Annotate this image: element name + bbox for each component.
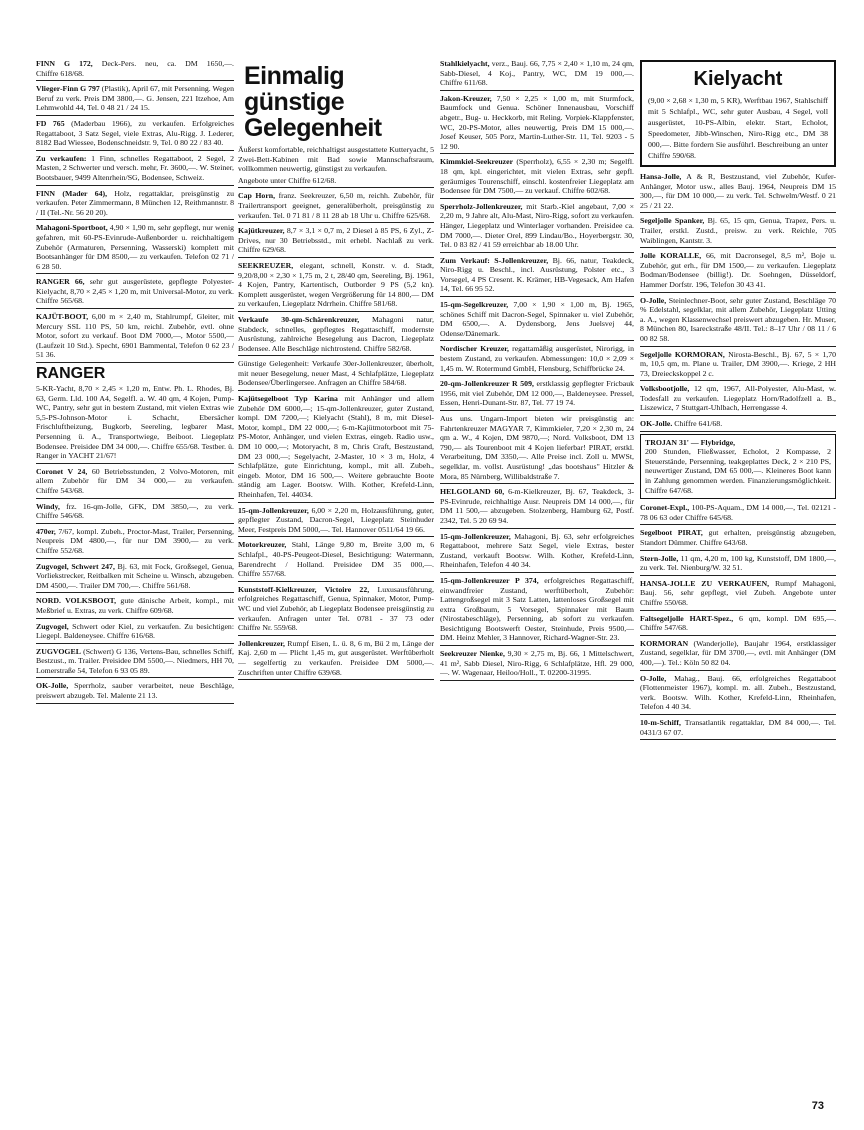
- ad-headline: 15-qm-Jollenkreuzer,: [440, 531, 511, 541]
- ad-text: erstklassig gepflegter Fricbauk 1956, mit viel Zubehör, DM 12 000,—, Baldeneysee. Pressel, Essen, Henri-Dunant-Str. 87, Tel. 77 19 74.: [440, 379, 634, 408]
- ad-headline: Nordischer Kreuzer,: [440, 344, 509, 354]
- classified-ad: [36, 58, 234, 81]
- ad-cipher: Chiffre 645/68.: [685, 512, 733, 522]
- ad-text: Nirosta-Beschl., Bj. 67, 5 × 1,70 m, 10,5 qm, m. Plane u. Trailer, DM 3900,—. Kriege, 2 HH 73, Dreieckskoppel 2 c.: [640, 349, 836, 378]
- classified-ad: [238, 225, 434, 258]
- classified-ad: [640, 638, 836, 671]
- ad-text: elegant, schnell, Konstr. v. d. Stadt, 9,20/8,00 × 2,30 × 1,75 m, 2 t, 28/40 qm, Seereling, Bj. 1961, 4 Kojen, Pantry, Kartentisch, Outborder 9 PS (5,2 kn). Komplett ausgerüstet, wegen Vergrößerung für 14 800,— DM zu verkaufen, Liegeplatz Ndrrhein.: [238, 260, 434, 309]
- trojan-ad: [640, 434, 836, 500]
- ad-headline: FINN (Mader 64),: [36, 188, 108, 198]
- classified-ad: [440, 413, 634, 484]
- ads-group: [640, 171, 836, 432]
- ad-headline: Volksbootjolle,: [640, 384, 690, 394]
- ad-cipher: Chiffre 643/68.: [699, 538, 748, 547]
- classified-ad: [36, 466, 234, 499]
- ad-headline: FINN G 172,: [36, 59, 93, 68]
- ad-text: Stahl, Länge 9,80 m, Breite 3,00 m, 6 Schlafpl., 40-PS-Peugeot-Diesel, Besichtigung: Watermann, Barendrecht / Holland. Preisidee DM 35 000,—.: [238, 540, 434, 569]
- ad-cipher: Chiffre 625/68.: [382, 210, 431, 220]
- ad-headline: Kunststoff-Kielkreuzer, Victoire 22,: [238, 584, 370, 594]
- ad-headline: Hansa-Jolle,: [640, 172, 682, 181]
- ad-headline: OK-Jolle,: [36, 681, 69, 691]
- classified-ad: [440, 575, 634, 646]
- classified-ad: [440, 648, 634, 681]
- ad-text: 6,00 × 2,20 m, Holzausführung, guter, gepflegter Zustand, Dacron-Segel, Liegeplatz Steinhuder Meer, Festpreis DM 5000,—. Tel. Hannover 0511/64 19 66.: [238, 505, 434, 534]
- classified-ad: [640, 613, 836, 636]
- ad-headline: Faltsegeljolle HART-Spez.,: [640, 613, 734, 623]
- ad-headline: FD 765: [36, 118, 65, 128]
- ad-headline: Kajütsegelboot Typ Karina: [238, 394, 338, 404]
- classified-ad: [640, 578, 836, 611]
- ad-text: 9,30 × 2,75 m, Bj. 66, 1 Mittelschwert, 41 m², Sabb Diesel, Niro-Rigg, 6 Schlafplätze, Hfl. 29 000,—. W. Wagenaar, Heiloo/Holl., T. 02200-31995.: [440, 649, 634, 678]
- ad-headline: Cap Horn,: [238, 191, 276, 201]
- classified-ad: [440, 486, 634, 528]
- column-2: [238, 58, 434, 1110]
- ad-headline: Jolle KORALLE,: [640, 251, 702, 261]
- trojan-body: 200 Stunden, Fließwasser, Echolot, 2 Kompasse, 2 Steuerstände, Persenning, teakgeplattes Deck, 2 × 210 PS, neuwertiger Zustand, DM 65 000,—. Kleineres Boot kann in Zahlung genommen werden. Finanzierungsmöglichkeit.: [645, 447, 831, 486]
- ad-text: 8,7 × 3,1 × 0,7 m, 2 Diesel à 85 PS, 6 Zyl., Z-Drives, nur 30 Betriebsstd., mit erhebl. Nachlaß zu verk.: [238, 226, 434, 245]
- ad-text: Aus uns. Ungarn-Import bieten wir preisgünstig an: Fahrtenkreuzer MAGYAR 7, Kimmkieler, 7,20 × 2,30 m, 24 qm a. W., 4 Kojen, DM 9870,—; Nord. Volksboot, DM 13 790,— als Tourenboot mit 4 Kojen lieferbar! PIRAT, erstkl. Verarbeitung, DM 3350,—. Alle Preise incl. Zoll u. MWSt, segelklar, m. vollst. Ausrüstung! „das bootshaus" Hitzler & Mora, 85 Nürnberg, Willibaldstraße 7.: [440, 414, 634, 481]
- ad-headline: Sperrholz-Jollenkreuzer,: [440, 201, 523, 211]
- ad-cipher: Chiffre 561/68.: [142, 580, 191, 590]
- ad-headline: 470er,: [36, 526, 56, 536]
- ad-headline: 15-qm-Jollenkreuzer,: [238, 505, 309, 515]
- ad-headline: Seekreuzer Nienke,: [440, 649, 505, 659]
- ad-headline: Jollenkreuzer,: [238, 638, 285, 648]
- ad-text: 11 qm, 4,20 m, 100 kg, Kunststoff, DM 1800,—, zu verk. Tel. Nienburg/W. 32 51.: [640, 553, 836, 573]
- ad-headline: Coronet V 24,: [36, 466, 88, 476]
- ad-text: 7/67, kompl. Zubeh., Proctor-Mast, Trailer, Persenning, Neupreis DM 4800,—, für nur DM 3900,— zu verk.: [36, 526, 234, 546]
- classified-ad: [640, 502, 836, 525]
- classified-ad: [238, 358, 434, 391]
- ad-cipher: Chiffre 552/68.: [36, 545, 84, 555]
- ad-text: 6,00 m × 2,40 m, Stahlrumpf, Gleiter, mit Mercury SSL 110 PS, 50 km, reichl. Zubehör, evtl. ohne Motor, sofort zu verkauf. Boot DM 7000,—, Motor 5500,— (Laufzeit 10 Std.). Specht, 6901 Bammental, Telefon 0 62 23 / 51 36.: [36, 312, 234, 360]
- ad-text: 1 Finn, schnelles Regattaboot, 2 Segel, 2 Masten, 2 Schwerter und versch. mehr, Fr. 3600,—. W. Steiner, Bootsbauer, 9499 Altenrhein/SG, Bodensee, Schweiz.: [36, 153, 234, 182]
- classified-ad: [36, 276, 234, 309]
- classified-ad: [36, 595, 234, 618]
- classified-ad: [36, 118, 234, 151]
- classified-ad: [640, 717, 836, 740]
- ad-text: (Schwert) G 136, Vertens-Bau, schnelles Schiff, Bestzust., m. Trailer. Preisidee DM 5500,—. Niedmers, HH 70, Lomerstraße 54, Telefon 6 93 05 89.: [36, 646, 234, 675]
- ad-text: (Maderbau 1966), zu verkaufen. Erfolgreiches Regattaboot, 3 Satz Segel, viele Extras, Alu-Rigg. J. Lederer, 8182 Bad Wiessee, Bodenschneidstr. 9, Tel. 0 80 22 / 83 40.: [36, 118, 234, 148]
- ad-cipher: Chiffre 546/68.: [36, 511, 84, 521]
- ad-text: gute dänische Arbeit, kompl., mit Meßbrief u. Extras, zu verk.: [36, 596, 234, 615]
- ad-text: gut erhalten, preisgünstig abzugeben, Standort Dümmer.: [640, 528, 836, 547]
- ad-cipher: Chiffre 629/68.: [238, 245, 286, 255]
- trojan-text: [645, 447, 831, 495]
- classified-ad: [238, 393, 434, 503]
- classified-ad: [238, 190, 434, 223]
- ad-headline: Segelboot PIRAT,: [640, 528, 703, 538]
- ad-text: Luxusausführung, erfolgreiches Regattaschiff, Genua, Spinnaker, Motor, Pump-WC und viel Zubehör, ab Liegeplatz Bodensee preisgünstig zu verkaufen. Anfragen unter Tel. 0781 - 37 73 oder: [238, 584, 434, 623]
- ad-text: Rumpf Mahagoni, Bauj. 56, sehr gepflegt, viel Zubeh. Angebote unter: [640, 578, 836, 598]
- ads-group: [36, 58, 234, 363]
- feature-headline: [244, 63, 434, 141]
- classified-ad: [440, 299, 634, 341]
- column-1: [36, 58, 234, 1110]
- ad-text: Steinlechner-Boot, sehr guter Zustand, Beschläge 70 % Edelstahl, segelklar, mit allem Zubehör, Liegeplatz Utting a. A., wegen Klassenwechsel preiswert abzugeben. Hr. Muser, 8 München 80, Isareckstraße 48/II. Tel.: 8–17 Uhr / 08 11 / 6 00 82 58.: [640, 295, 836, 343]
- ad-text: franz. Seekreuzer, 6,50 m, reichh. Zubehör, für Trailertransport geeignet, generalüberholt, preisgünstig zu verkaufen. Tel. 0 71 81 / 8 11 28 ab 18 Uhr u.: [238, 191, 434, 220]
- ad-headline: Stahlkielyacht,: [440, 59, 490, 68]
- classified-ad: [640, 673, 836, 715]
- classified-ad: [238, 539, 434, 581]
- ad-text: 6 qm, kompl. DM 695,—.: [739, 613, 836, 623]
- ad-cipher: Chiffre 543/68.: [36, 485, 84, 495]
- ad-cipher: Chiffre 641/68.: [674, 419, 723, 429]
- ranger-ad: 5-KR-Yacht, 8,70 × 2,45 × 1,20 m, Entw. Ph. L. Rhodes, Bj. 63, Germ. Lld. 100 A4, Segelfl. a. W. 40 qm, 4 Kojen, Pump-WC, Pantry, sehr gut in bestem Zustand, mit vielen Extras wie 5,5-PS-Johnson-Motor i. Schacht, Ebersächer Frischluftheizung, Bugkorb, Seereling, legbarer Mast, Persenning ü. A., Transportwiege, Beiboot. Liegeplatz Bodensee. Preisidee DM 34 000,—. Chiffre 655/68. Testber. ü. Ranger in YACHT 21/67!: [36, 383, 234, 464]
- classified-ad: [440, 255, 634, 297]
- classified-ad: [640, 553, 836, 576]
- classified-ad: [36, 83, 234, 116]
- classified-ad: [36, 222, 234, 274]
- feature-cipher: Angebote unter Chiffre 612/68.: [238, 175, 337, 185]
- column-3: [440, 58, 634, 1110]
- classified-ad: [440, 156, 634, 198]
- classified-ad: [640, 215, 836, 248]
- ad-headline: 20-qm-Jollenkreuzer R 509,: [440, 379, 534, 389]
- ad-text: Bj. 65, 15 qm, Genua, Trapez, Pers. u. Trailer, erstkl. Zustd., preisw. zu verk. Reichle, 705 Waiblingen, Kantstr. 3.: [640, 216, 836, 245]
- ads-group: [640, 502, 836, 740]
- ad-text: 7,50 × 2,25 × 1,00 m, mit Sturmfock, Baumfock und Genua. Schöner Innenausbau, Vorschiff abgetr., Bug- u. Heckkorb, mit Reling. Vorpiek-Klappfenster, WC, 20-PS-Motor, alles neuwertig, Preis DM 15 000,—. Josef Keuser, 505 Porz, Martin-Luther-Str. 11, Tel. 9203 - 5 12 90.: [440, 93, 634, 151]
- classified-ad: [440, 93, 634, 155]
- headline-line: günstige: [244, 88, 345, 116]
- kielyacht-ad: [640, 60, 836, 167]
- ad-headline: Windy,: [36, 501, 60, 511]
- ad-cipher: Chiffre Nr. 559/68.: [238, 623, 298, 633]
- ad-headline: Zum Verkauf: S-Jollenkreuzer,: [440, 255, 549, 265]
- feature-ad: [238, 58, 434, 188]
- ad-text: Rumpf Eisen, L. ü. 8, 6 m, Bü 2 m, Länge der Kaj. 2,60 m — Plicht 1,45 m, gut ausgerüstet. Werftüberholt — segelfertig zu verkaufen. Preisidee DM 5000,—. Zuschriften unter Chiffre 639/68.: [238, 638, 434, 677]
- ad-headline: Motorkreuzer,: [238, 540, 287, 550]
- classified-ad: [640, 383, 836, 416]
- ad-text: 6-m-Kielkreuzer, Bj. 67, Teakdeck, 3-PS-Evinrude, reichhaltige Ausr. Neupreis DM 14 000,—, für DM 11 500,— abzugeben. Stolzenberg, Hamburg 62, Postf. 2342, Tel. 5 20 69 94.: [440, 487, 634, 525]
- ad-headline: Stern-Jolle,: [640, 553, 679, 563]
- ad-text: 66, mit Dacronsegel, 8,5 m², Boje u. Zubehör, gut erh., für DM 1500,— zu verkaufen. Liegeplatz Bodman/Bodensee (billig!). Dr. Soehngen, Düsseldorf, Hammer Dorfstr. 196, Telefon 30 43 41.: [640, 251, 836, 289]
- classified-ad: [640, 527, 836, 550]
- ad-cipher: Chiffre 557/68.: [238, 569, 286, 579]
- ad-text: 60 Betriebsstunden, 2 Volvo-Motoren, mit allem Zubehör für DM 34 000,— zu verkaufen.: [36, 466, 234, 486]
- ad-text: Holz, regattaklar, preisgünstig zu verkaufen. Peter Zimmermann, 8 München 12, Reithmannstr. 8 / II (Tel.-Nr. 56 20 20).: [36, 188, 234, 217]
- ad-text: 12 qm, 1967, All-Polyester, Alu-Mast, w. Todesfall zu verkaufen. Liegeplatz Horn/Radolfzell a. B., Liszewicz, 7 Stuttgart-Uhlbach, Herrengasse 4.: [640, 384, 836, 413]
- classified-ad: [440, 58, 634, 91]
- trojan-headline: TROJAN 31' — Flybridge,: [645, 437, 736, 447]
- classified-ad: [440, 343, 634, 376]
- ad-headline: KAJÜT-BOOT,: [36, 312, 89, 322]
- headline-line: Gelegenheit: [244, 114, 382, 142]
- classified-ad: [238, 505, 434, 538]
- ads-group: [238, 190, 434, 680]
- ad-text: sehr gut ausgerüstete, gepflegte Polyester-Kielyacht, 8,70 × 2,45 × 1,20 m, mit Universal-Motor, zu verk.: [36, 277, 234, 296]
- ad-headline: ZUGVOGEL: [36, 646, 81, 656]
- ad-headline: Segeljolle Spanker,: [640, 216, 705, 226]
- classified-ad: [36, 188, 234, 221]
- classified-ad: [36, 153, 234, 186]
- ad-text: Bj. 63, mit Fock, Großsegel, Genua, Vorliekstrecker, Reitbalken mit Scheine u. Winsch, abzugeben. DM 4500,—. Trailer DM 700,—.: [36, 561, 234, 590]
- ad-headline: Mahagoni-Sportboot,: [36, 223, 108, 233]
- kielyacht-title: Kielyacht: [693, 68, 783, 90]
- feature-text: Äußerst komfortable, reichhaltigst ausgestattete Kutteryacht, 5 Zwei-Bett-Kabinen mit Bad sowie Mannschaftsraum, vollkommen neuwertig, günstigst zu verkaufen.: [238, 145, 434, 174]
- ad-headline: Zu verkaufen:: [36, 153, 87, 163]
- ad-cipher: Chiffre 602/68.: [562, 186, 611, 196]
- ad-headline: Kimmkiel-Seekreuzer: [440, 157, 514, 167]
- ad-cipher: Chiffre 581/68.: [349, 299, 398, 309]
- ad-text: regattamäßig ausgerüstet, Nirorigg, in bestem Zustand, zu verkaufen. Abmessungen: 10,0 × 2,09 × 1,45 m. W. Rotermund GmbH, Flensburg, Schiffbrücke 24.: [440, 344, 634, 373]
- ad-text: Deck-Pers. neu, ca. DM 1650,—.: [101, 59, 234, 68]
- ad-text: Transatlantik regattaklar, DM 84 000,—. Tel. 0431/3 67 07.: [640, 717, 836, 737]
- ad-headline: Vlieger-Finn G 797: [36, 84, 100, 94]
- classified-ad: [36, 311, 234, 363]
- ranger-headline: RANGER: [36, 365, 106, 383]
- ad-headline: OK-Jolle.: [640, 419, 673, 429]
- ad-text: Günstige Gelegenheit: Verkaufe 30er-Jollenkreuzer, überholt, mit neuer Besegelung, neuer Mast, 4 Schlafplätze, Liegeplatz Bodensee/Überlingersee. Anfragen an: [238, 359, 434, 388]
- classified-ad: [36, 621, 234, 644]
- ad-headline: Segeljolle KORMORAN,: [640, 349, 725, 359]
- trojan-cipher: Chiffre 647/68.: [645, 485, 693, 495]
- headline-line: Einmalig: [244, 62, 345, 90]
- ad-text: Bj. 66, natur, Teakdeck, Niro-Rigg u. Beschl., incl. Ausrüstung, Polster etc., 3 Vorsegel, 4 PS Cresent. K. Krämer, HB-Vegesack, Am Hafen 14, Tel. 66 95 52.: [440, 255, 634, 294]
- classified-ad: [238, 260, 434, 312]
- classified-ad: [238, 314, 434, 356]
- ad-text: Sperrholz, sauber verarbeitet, neue Beschläge, preiswert abzugeb. Tel. Malente 21 13.: [36, 681, 234, 701]
- page-number: 73: [811, 1100, 824, 1112]
- ad-text: frz. 16-qm-Jolle, GFK, DM 3850,—, zu verk.: [66, 501, 234, 511]
- ad-text: Mahag., Bauj. 66, erfolgreiches Regattaboot (Flottenmeister 1967), kompl. m. all. Zubeh., Bestzustand, verk. Bootsw. Wilh. Kother, Krefeld-Linn, Rheinhafen, Telefon 4 40 34.: [640, 673, 836, 712]
- ad-cipher: Chiffre 565/68.: [36, 296, 84, 306]
- ad-headline: HANSA-JOLLE ZU VERKAUFEN,: [640, 578, 770, 588]
- ad-cipher: Chiffre 547/68.: [640, 623, 688, 633]
- ad-text: A & R, Bestzustand, viel Zubehör, Kufer-Anhänger, Motor usw., alles Bauj. 1964, Neupreis DM 15 300,—, für DM 10 000,— zu verk. Tel. Schwelm/Westf. 0 21 25 / 21 22.: [640, 172, 836, 210]
- classified-ad: [640, 349, 836, 382]
- ad-headline: KORMORAN: [640, 638, 689, 648]
- classified-ad: [640, 171, 836, 213]
- ad-headline: 15-qm-Jollenkreuzer P 374,: [440, 575, 539, 585]
- ad-text: mit Starb.-Kiel angebaut, 7,00 × 2,20 m, 9 Jahre alt, Alu-Mast, Niro-Rigg, sofort zu verkaufen. Hänger, Liegeplatz und Winterlager vorhanden. Preisidee ca. DM 7000,—. Dieter Orel, 899 Lindau/Bo., Hoyerbergstr. 30, Tel. 0 83 82 / 41 59 erreichbar ab 18.00 Uhr.: [440, 201, 634, 250]
- ad-text: 7,00 × 1,90 × 1,00 m, Bj. 1965, schönes Schiff mit Dacron-Segel, Spinnaker u. viel Zubehör, DM 6500,—. A. Dydensborg, Jens Juelsvej 44, Odense/Dänemark.: [440, 300, 634, 338]
- ad-text: 4,90 × 1,90 m, sehr gepflegt, nur wenig gefahren, mit 60-PS-Evinrude-Außenborder u. reichhaltigem Zubehör (Armaturen, Persenning, Wasserski) komplett mit Bootsanhänger für DM 8500,— zu verkaufen. Telefon 02 71 / 6 28 50.: [36, 223, 234, 271]
- ad-cipher: Chiffre 582/68.: [363, 343, 412, 353]
- ad-headline: O-Jolle,: [640, 295, 667, 305]
- classified-ad: [640, 250, 836, 292]
- classified-ad: [440, 378, 634, 411]
- ad-text: (Wanderjolle), Baujahr 1964, erstklassiger Zustand, segelklar, für DM 3700,—, evtl. mit Anhänger (DM 400,—). Tel.: Köln 50 82 04.: [640, 638, 836, 667]
- ad-text: mit Anhänger und allem Zubehör DM 6000,—; 15-qm-Jollenkreuzer, guter Zustand, kompl. DM 7200,—; Kielyacht (Stahl), 8 m, mit Diesel-Motor, kompl., DM 22 000,—; 6-m-Kajütmotorboot mit 75-PS-Motor, Anhänger, und vielen Extras, eingeb. Radio usw., DM 10 000,—; Motoryacht, 8 m, Chris Craft, Bestzustand, DM 23 000,—; Segelyacht, 2-Master, 10 × 3 m, Holz, 4 Schlafplätze, gute Einrichtung, kompl., mit all. Zubeh., eingeb. Motor, DM 16 500,—. Weitere gebrauchte Boote ständig am Lager. Bootsw. Wilh. Kother, Krefeld-Linn, Rheinhafen, Tel. 44034.: [238, 394, 434, 499]
- classified-ad: [640, 418, 836, 432]
- ad-headline: Jakon-Kreuzer,: [440, 93, 492, 103]
- kielyacht-text: (9,00 × 2,68 × 1,30 m, 5 KR), Werftbau 1967, Stahlschiff mit 5 Schlafpl., WC, sehr guter Ausbau, 4 Segel, voll ausgerüstet, 10-PS-Albin, elektr. Start, Echolot, Speedometer, Jibb-Winschen, Niro-Rigg etc., DM 38 000,—. Bitte fordern Sie ausführl. Beschreibung an unter Chiffre 590/68.: [648, 96, 828, 160]
- classified-ad: [36, 501, 234, 524]
- classified-ad: [36, 561, 234, 594]
- ad-text: verz., Bauj. 66, 7,75 × 2,40 × 1,10 m, 24 qm, Sabb-Diesel, 4 Koj., Pantry, WC, DM 19 000,—.: [440, 59, 634, 78]
- ad-text: Schwert oder Kiel, zu verkaufen. Zu besichtigen: Liegepl. Baldeneysee.: [36, 621, 234, 641]
- ad-headline: RANGER 66,: [36, 277, 85, 287]
- ad-text: Mahagoni, Bj. 63, sehr erfolgreiches Regattaboot, mehrere Satz Segel, viele Extras, bester Zustand, verkauft Bootsw. Wilh. Kother, Krefeld-Linn, Rheinhafen, Telefon 4 40 34.: [440, 531, 634, 570]
- ad-headline: Kajütkreuzer,: [238, 226, 285, 236]
- ad-headline: 15-qm-Segelkreuzer,: [440, 300, 509, 310]
- classified-ad: [640, 295, 836, 347]
- classified-ad: [238, 584, 434, 636]
- ad-text: Mahagoni natur, Stabdeck, schnelles, gepflegtes Regattaschiff, modernste Ausrüstung, zahlreiche Besegelung aus Dacron, Liegeplatz Bodensee. Alle Beschläge nichtrostend.: [238, 314, 434, 353]
- ad-headline: Zugvogel, Schwert 247,: [36, 561, 115, 571]
- ad-headline: Verkaufe 30-qm-Schärenkreuzer,: [238, 314, 360, 324]
- ad-text: (Sperrholz), 6,55 × 2,30 m; Segelfl. 18 qm, kpl. eingerichtet, mit vielen Extras, sehr gepfl. geräumiges Tourenschiff, einschl. kostenfreier Liegeplatz am Bodensee für DM 7500,— zu verkauf.: [440, 157, 634, 196]
- ad-cipher: Chiffre 611/68.: [440, 78, 488, 88]
- ad-cipher: Chiffre 616/68.: [107, 631, 155, 641]
- classified-ad: [36, 526, 234, 559]
- classified-ad: [36, 680, 234, 703]
- ad-cipher: Chiffre 618/68.: [36, 68, 84, 78]
- ad-headline: 10-m-Schiff,: [640, 717, 681, 727]
- ad-headline: O-Jolle,: [640, 673, 667, 683]
- ads-group: [36, 466, 234, 704]
- ad-headline: Zugvogel,: [36, 621, 69, 631]
- ad-cipher: Chiffre 584/68.: [358, 378, 407, 388]
- ad-cipher: Chiffre 609/68.: [125, 605, 174, 615]
- ad-headline: HELGOLAND 60,: [440, 487, 505, 497]
- classified-ad: [440, 531, 634, 573]
- classified-ad: [238, 638, 434, 680]
- classified-ad: [440, 201, 634, 253]
- ad-headline: NORD. VOLKSBOOT,: [36, 596, 117, 606]
- ads-group: [440, 58, 634, 681]
- ad-headline: SEEKREUZER,: [238, 260, 294, 270]
- ad-cipher: Chiffre 550/68.: [640, 597, 688, 607]
- classified-ad: [36, 646, 234, 679]
- ad-text: erfolgreiches Regattaschiff, einwandfreier Zustand, werftüberholt, Zubehör: Lattengroßsegel mit 3 Satz Latten, lattenloses Großsegel mit extra Großbaum, 5 Vorsegel, Spinnaker mit Baum (Nirostabeschläge), Persenning, ab sofort zu verkaufen. Besichtigung Bootswerft Oester, Steinhude, Preis 9500,— DM. Heinz Mehler, 3 Hannover, Richard-Wagner-Str. 23.: [440, 575, 634, 643]
- ad-headline: Coronet-Expl.,: [640, 503, 690, 513]
- ad-text: (Plastik), April 67, mit Persenning. Wegen Beruf zu verk. Preis DM 3800,—. G. Jensen, 221 Itzehoe, Am Lehmwohld 44, Tel. 0 48 21 / 24 15.: [36, 84, 234, 113]
- ad-text: 100-PS-Aquam., DM 14 000,—, Tel. 02121 - 78 06 63 oder: [640, 503, 836, 522]
- column-4: [640, 58, 836, 1110]
